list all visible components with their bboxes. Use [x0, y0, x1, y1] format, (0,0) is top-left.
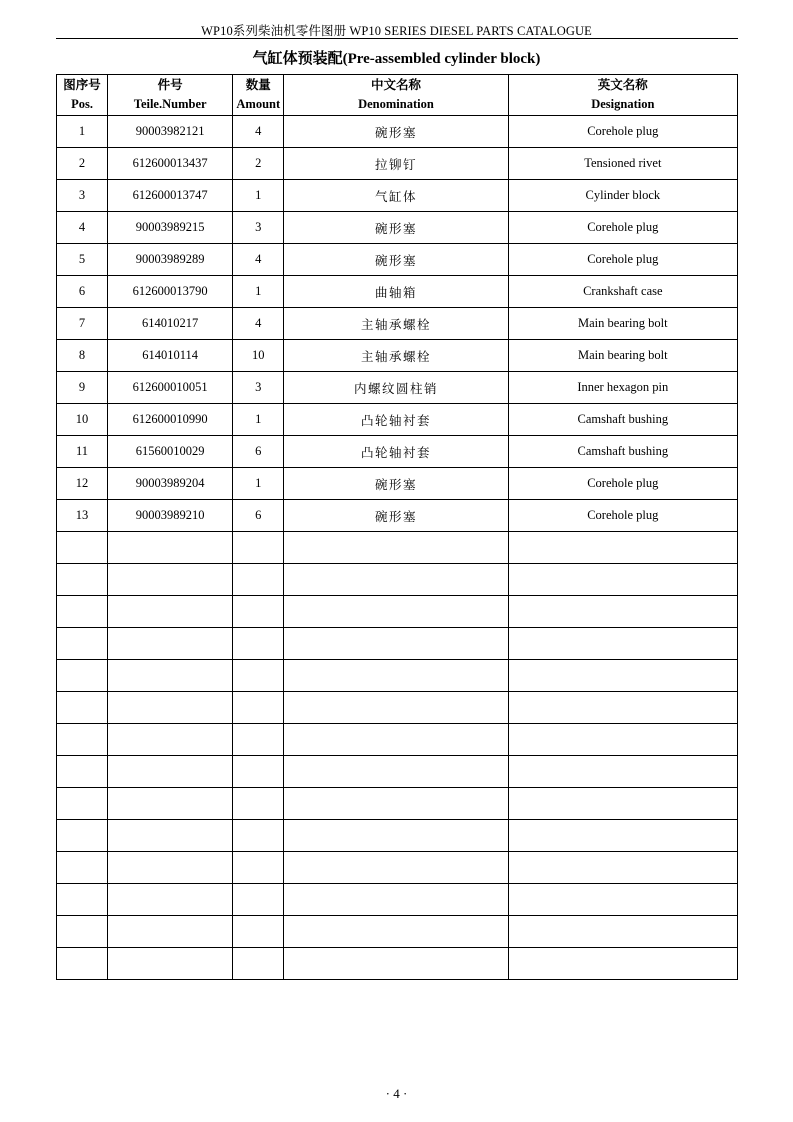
empty-cell [57, 692, 108, 724]
cell-part-number: 90003982121 [108, 116, 233, 148]
empty-cell [233, 756, 284, 788]
empty-table-row [57, 948, 738, 980]
cell-part-number: 61560010029 [108, 436, 233, 468]
cell-en-name: Corehole plug [508, 212, 737, 244]
empty-cell [233, 852, 284, 884]
empty-cell [233, 788, 284, 820]
cell-en-name: Camshaft bushing [508, 436, 737, 468]
empty-table-row [57, 628, 738, 660]
empty-cell [233, 916, 284, 948]
cell-en-name: Corehole plug [508, 468, 737, 500]
empty-cell [108, 692, 233, 724]
empty-cell [233, 564, 284, 596]
cell-part-number: 90003989204 [108, 468, 233, 500]
cell-cn-name: 拉铆钉 [284, 148, 508, 180]
empty-cell [108, 820, 233, 852]
cell-cn-name: 主轴承螺栓 [284, 308, 508, 340]
empty-cell [508, 564, 737, 596]
empty-cell [57, 564, 108, 596]
empty-cell [284, 756, 508, 788]
empty-cell [57, 788, 108, 820]
cell-part-number: 612600013790 [108, 276, 233, 308]
cell-amount: 3 [233, 212, 284, 244]
col-header-cn: 件号 [157, 78, 183, 92]
empty-cell [233, 596, 284, 628]
empty-cell [108, 628, 233, 660]
cell-amount: 10 [233, 340, 284, 372]
empty-cell [57, 852, 108, 884]
empty-cell [284, 564, 508, 596]
cell-en-name: Corehole plug [508, 116, 737, 148]
col-header-cn: 图序号 [63, 78, 101, 92]
empty-cell [108, 532, 233, 564]
table-row [57, 500, 738, 532]
empty-cell [57, 820, 108, 852]
empty-cell [284, 660, 508, 692]
empty-cell [108, 916, 233, 948]
empty-cell [284, 916, 508, 948]
cell-amount: 6 [233, 500, 284, 532]
empty-cell [233, 948, 284, 980]
empty-cell [284, 628, 508, 660]
running-header: WP10系列柴油机零件图册 WP10 SERIES DIESEL PARTS CATALOGUE [201, 24, 592, 38]
cell-part-number: 614010217 [108, 308, 233, 340]
table-row [57, 212, 738, 244]
table-row [57, 468, 738, 500]
empty-cell [108, 852, 233, 884]
cell-cn-name: 凸轮轴衬套 [284, 404, 508, 436]
empty-cell [108, 724, 233, 756]
table-row [57, 308, 738, 340]
table-row [57, 436, 738, 468]
empty-cell [284, 884, 508, 916]
empty-table-row [57, 660, 738, 692]
table-row [57, 404, 738, 436]
empty-cell [57, 756, 108, 788]
cell-part-number: 612600010990 [108, 404, 233, 436]
cell-en-name: Camshaft bushing [508, 404, 737, 436]
cell-cn-name: 凸轮轴衬套 [284, 436, 508, 468]
cell-amount: 4 [233, 244, 284, 276]
empty-cell [508, 596, 737, 628]
empty-table-row [57, 788, 738, 820]
cell-cn-name: 碗形塞 [284, 468, 508, 500]
page-number: · 4 · [385, 1086, 408, 1101]
cell-cn-name: 碗形塞 [284, 212, 508, 244]
cell-pos: 1 [57, 116, 108, 148]
section-title: 气缸体预装配(Pre-assembled cylinder block) [252, 51, 541, 67]
table-row [57, 244, 738, 276]
cell-part-number: 612600013747 [108, 180, 233, 212]
empty-cell [508, 628, 737, 660]
cell-pos: 11 [57, 436, 108, 468]
empty-cell [108, 948, 233, 980]
cell-pos: 13 [57, 500, 108, 532]
cell-part-number: 612600010051 [108, 372, 233, 404]
empty-table-row [57, 916, 738, 948]
cell-amount: 3 [233, 372, 284, 404]
empty-cell [233, 884, 284, 916]
cell-amount: 2 [233, 148, 284, 180]
cell-cn-name: 主轴承螺栓 [284, 340, 508, 372]
col-header-en: Teile.Number [133, 97, 207, 111]
empty-cell [508, 884, 737, 916]
cell-pos: 9 [57, 372, 108, 404]
empty-cell [284, 948, 508, 980]
empty-cell [508, 660, 737, 692]
cell-pos: 2 [57, 148, 108, 180]
cell-amount: 1 [233, 276, 284, 308]
col-header-number [108, 75, 233, 116]
empty-cell [108, 660, 233, 692]
cell-pos: 8 [57, 340, 108, 372]
table-row [57, 340, 738, 372]
empty-cell [284, 596, 508, 628]
empty-cell [284, 852, 508, 884]
cell-amount: 1 [233, 180, 284, 212]
cell-amount: 6 [233, 436, 284, 468]
empty-cell [233, 532, 284, 564]
cell-pos: 12 [57, 468, 108, 500]
empty-cell [284, 692, 508, 724]
cell-cn-name: 曲轴箱 [284, 276, 508, 308]
col-header-cn: 数量 [245, 78, 271, 92]
empty-table-row [57, 884, 738, 916]
empty-cell [57, 628, 108, 660]
empty-table-row [57, 852, 738, 884]
empty-table-row [57, 596, 738, 628]
empty-cell [233, 820, 284, 852]
empty-cell [108, 596, 233, 628]
col-header-designation [508, 75, 737, 116]
cell-amount: 4 [233, 116, 284, 148]
empty-table-row [57, 820, 738, 852]
cell-pos: 10 [57, 404, 108, 436]
empty-cell [108, 884, 233, 916]
empty-cell [284, 532, 508, 564]
cell-part-number: 90003989289 [108, 244, 233, 276]
cell-en-name: Tensioned rivet [508, 148, 737, 180]
empty-cell [508, 916, 737, 948]
empty-cell [508, 724, 737, 756]
col-header-en: Denomination [358, 97, 434, 111]
empty-cell [233, 628, 284, 660]
col-header-denomination [284, 75, 508, 116]
empty-cell [57, 660, 108, 692]
cell-en-name: Main bearing bolt [508, 340, 737, 372]
empty-cell [57, 948, 108, 980]
col-header-cn: 中文名称 [370, 78, 421, 92]
cell-amount: 4 [233, 308, 284, 340]
cell-pos: 6 [57, 276, 108, 308]
cell-part-number: 90003989210 [108, 500, 233, 532]
empty-table-row [57, 724, 738, 756]
cell-en-name: Crankshaft case [508, 276, 737, 308]
parts-table [56, 74, 738, 980]
cell-part-number: 90003989215 [108, 212, 233, 244]
cell-part-number: 614010114 [108, 340, 233, 372]
col-header-en: Pos. [71, 97, 93, 111]
table-row [57, 180, 738, 212]
empty-cell [57, 916, 108, 948]
empty-cell [108, 788, 233, 820]
empty-cell [508, 756, 737, 788]
empty-cell [508, 532, 737, 564]
col-header-pos [57, 75, 108, 116]
cell-amount: 1 [233, 404, 284, 436]
cell-amount: 1 [233, 468, 284, 500]
table-row [57, 148, 738, 180]
empty-cell [508, 788, 737, 820]
empty-cell [508, 852, 737, 884]
col-header-en: Designation [591, 97, 655, 111]
parts-table-body [57, 116, 738, 980]
empty-cell [57, 724, 108, 756]
col-header-cn: 英文名称 [597, 78, 648, 92]
empty-cell [508, 948, 737, 980]
empty-cell [508, 692, 737, 724]
empty-table-row [57, 564, 738, 596]
empty-cell [57, 884, 108, 916]
empty-table-row [57, 532, 738, 564]
header-rule [56, 38, 738, 39]
empty-cell [233, 692, 284, 724]
empty-cell [284, 788, 508, 820]
cell-pos: 3 [57, 180, 108, 212]
table-row [57, 276, 738, 308]
empty-cell [508, 820, 737, 852]
empty-cell [284, 820, 508, 852]
cell-cn-name: 碗形塞 [284, 116, 508, 148]
empty-table-row [57, 756, 738, 788]
empty-cell [57, 596, 108, 628]
col-header-en: Amount [236, 97, 281, 111]
empty-cell [108, 564, 233, 596]
empty-cell [233, 724, 284, 756]
cell-part-number: 612600013437 [108, 148, 233, 180]
cell-cn-name: 碗形塞 [284, 244, 508, 276]
empty-cell [233, 660, 284, 692]
cell-pos: 4 [57, 212, 108, 244]
cell-en-name: Corehole plug [508, 500, 737, 532]
table-header-row [57, 75, 738, 116]
table-row [57, 116, 738, 148]
cell-cn-name: 碗形塞 [284, 500, 508, 532]
col-header-amount [233, 75, 284, 116]
cell-en-name: Inner hexagon pin [508, 372, 737, 404]
cell-en-name: Main bearing bolt [508, 308, 737, 340]
cell-cn-name: 气缸体 [284, 180, 508, 212]
cell-en-name: Corehole plug [508, 244, 737, 276]
empty-cell [57, 532, 108, 564]
table-row [57, 372, 738, 404]
empty-table-row [57, 692, 738, 724]
cell-pos: 5 [57, 244, 108, 276]
cell-en-name: Cylinder block [508, 180, 737, 212]
cell-cn-name: 内螺纹圆柱销 [284, 372, 508, 404]
cell-pos: 7 [57, 308, 108, 340]
empty-cell [108, 756, 233, 788]
empty-cell [284, 724, 508, 756]
